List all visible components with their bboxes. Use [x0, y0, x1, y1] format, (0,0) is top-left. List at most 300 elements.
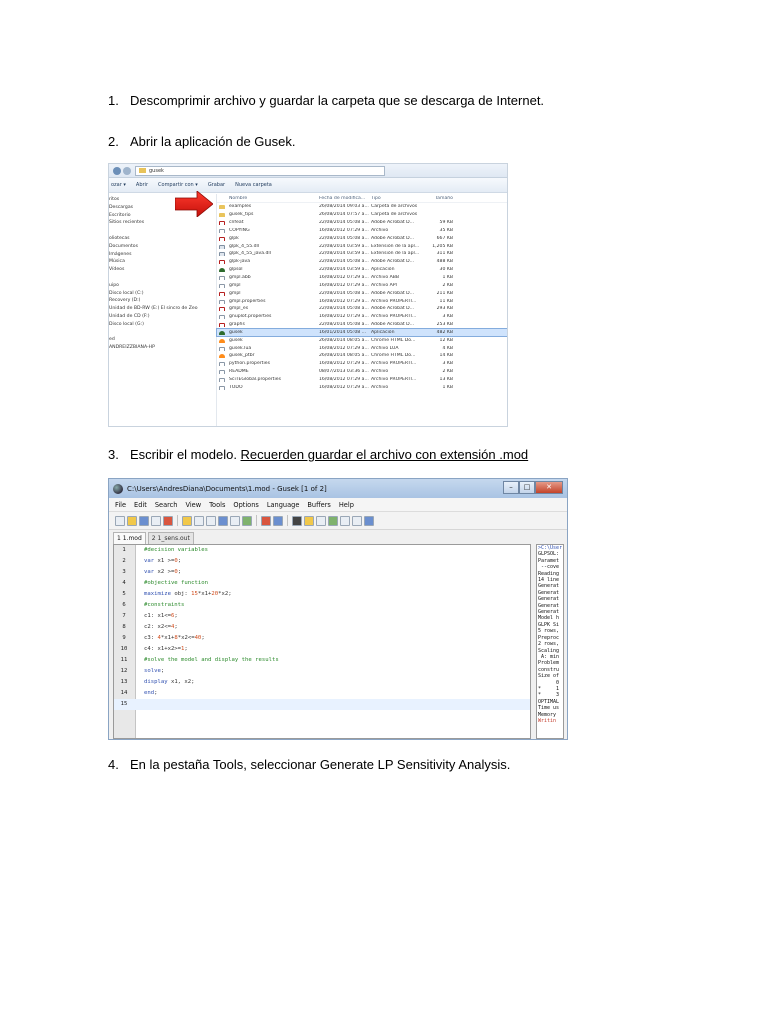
menu-options[interactable]: Options	[233, 500, 259, 509]
options-icon[interactable]	[304, 516, 314, 526]
nav-item[interactable]: ritos	[109, 197, 120, 202]
forward-icon[interactable]	[123, 167, 131, 175]
save-all-icon[interactable]	[151, 516, 161, 526]
line-number: 3	[122, 569, 126, 575]
find-icon[interactable]	[218, 516, 228, 526]
code-token: display	[144, 679, 168, 685]
toolbar-item[interactable]: Grabar	[207, 182, 226, 188]
menu-tools[interactable]: Tools	[209, 500, 226, 509]
doc-file-icon	[219, 229, 225, 233]
code-token: 0	[174, 569, 178, 575]
code-token: var	[144, 569, 155, 575]
menu-help[interactable]: Help	[338, 500, 354, 509]
code-token: *x1+	[160, 635, 175, 641]
tab-1-mod[interactable]: 1 1.mod	[113, 532, 146, 544]
file-row[interactable]	[217, 274, 507, 282]
doc-file-icon	[219, 362, 225, 366]
code-token: ;	[174, 613, 178, 619]
address-bar	[109, 164, 507, 178]
file-type: Chrome HTML Do...	[371, 353, 416, 359]
menu-search[interactable]: Search	[154, 500, 178, 509]
file-row[interactable]	[217, 242, 507, 250]
folder-file-icon	[219, 213, 225, 217]
code-token: #constraints	[144, 602, 185, 608]
nav-item[interactable]: Unidad de BD-RW (E:) El sincro de Zeo	[109, 306, 198, 312]
address-text: gusek	[149, 167, 164, 174]
file-name: gusek	[217, 338, 319, 343]
pdf-file-icon	[219, 307, 225, 311]
output-line: Generat	[538, 589, 560, 596]
file-row[interactable]	[217, 281, 507, 289]
step-3	[108, 447, 528, 462]
file-name: gmpl.properties	[217, 299, 319, 304]
file-date: 22/08/2014 05:08 a...	[319, 235, 369, 241]
file-date: 26/08/2014 08:05 a...	[319, 337, 369, 343]
go-icon[interactable]	[273, 516, 283, 526]
dll-file-icon	[219, 252, 225, 256]
output-line: Generat	[538, 583, 560, 590]
line-number: 4	[122, 580, 126, 586]
code-token: *x1+	[197, 591, 212, 597]
file-date: 16/08/2012 07:29 a...	[319, 314, 369, 320]
nav-item[interactable]: Disco local (C:)	[109, 290, 144, 296]
column-type[interactable]: Tipo	[371, 195, 381, 201]
line-number: 11	[120, 657, 128, 663]
output-line: --cove	[538, 564, 560, 571]
file-size: 30 KB	[439, 267, 453, 273]
line-number: 13	[120, 679, 128, 685]
file-name: gmpl	[217, 291, 319, 296]
output-line: OPTIMAL	[538, 698, 560, 705]
line-number: 10	[120, 646, 128, 652]
app-file-icon	[219, 354, 225, 358]
nav-item[interactable]: Imágenes	[109, 251, 132, 257]
nav-item[interactable]: Descargas	[109, 204, 134, 210]
file-type: Extensión de la apl...	[371, 243, 420, 249]
output-line: >C:\User	[538, 545, 563, 551]
file-name: TODO	[217, 385, 319, 390]
code-text	[144, 611, 178, 622]
step-1	[108, 93, 544, 108]
doc-file-icon	[219, 300, 225, 304]
code-token: c3:	[144, 635, 158, 641]
output-line: GLPSOL:	[538, 551, 560, 558]
step-text: Abrir la aplicación de Gusek.	[130, 134, 296, 149]
code-line	[114, 567, 530, 578]
code-token: end	[144, 690, 155, 696]
line-number: 1	[122, 547, 126, 553]
code-token: 4	[170, 624, 175, 630]
line-number: 9	[122, 635, 126, 641]
file-name: gusek_ptbr	[217, 353, 319, 358]
file-date: 16/01/2014 05:08 ...	[319, 329, 367, 335]
file-type: Adobe Acrobat D...	[371, 235, 415, 241]
output-line: 2 rows,	[538, 641, 560, 648]
explorer-screenshot	[108, 163, 508, 427]
doc-file-icon	[219, 386, 225, 390]
file-date: 22/08/2014 05:08 a...	[319, 306, 369, 312]
file-size: 13 KB	[439, 376, 453, 382]
file-name: glpk_4_55_java.dll	[217, 251, 319, 256]
paste-icon[interactable]	[206, 516, 216, 526]
explorer-toolbar	[109, 178, 507, 193]
step-number: 4.	[108, 757, 119, 772]
code-token: 8	[174, 635, 178, 641]
toolbar-separator	[256, 515, 257, 526]
file-type: Archivo	[371, 384, 389, 390]
file-size: 667 KB	[436, 235, 453, 241]
nav-item[interactable]: Disco local (G:)	[109, 321, 144, 327]
nav-item[interactable]: Documentos	[109, 243, 139, 249]
code-text	[144, 677, 195, 688]
pdf-file-icon	[219, 323, 225, 327]
file-name: README	[217, 369, 319, 374]
file-row[interactable]	[217, 360, 507, 368]
file-type: Archivo PROPERTI...	[371, 376, 417, 382]
file-type: Aplicación	[371, 267, 395, 273]
pdf-file-icon	[219, 292, 225, 296]
window-controls	[503, 481, 563, 494]
file-name: examples	[217, 204, 319, 209]
file-row[interactable]	[217, 321, 507, 329]
nav-item[interactable]: Unidad de CD (F:)	[109, 313, 150, 319]
step-number: 1.	[108, 93, 119, 108]
file-type: Adobe Acrobat D...	[371, 322, 415, 328]
menu-edit[interactable]: Edit	[134, 500, 147, 509]
nav-item[interactable]: Vídeos	[109, 267, 125, 273]
file-row[interactable]	[217, 368, 507, 376]
output-line: Generat	[538, 602, 560, 609]
file-row[interactable]	[217, 258, 507, 266]
nav-item[interactable]: Música	[109, 259, 125, 265]
replace-icon[interactable]	[230, 516, 240, 526]
output-line: Reading	[538, 570, 560, 577]
nav-item[interactable]: Escritorio	[109, 212, 131, 218]
file-row[interactable]	[217, 383, 507, 391]
code-text	[144, 589, 232, 600]
code-token: ;	[184, 646, 188, 652]
file-row[interactable]	[217, 250, 507, 258]
file-name: gusek	[217, 330, 319, 335]
file-date: 26/08/2014 07:57 a...	[319, 212, 369, 218]
file-name: glpk	[217, 236, 319, 241]
file-row[interactable]	[217, 227, 507, 235]
file-type: Aplicación	[371, 329, 395, 335]
output-pane[interactable]	[536, 544, 564, 739]
file-row[interactable]	[217, 329, 507, 337]
file-date: 08/07/2013 03:36 a...	[319, 369, 369, 375]
step-number: 2.	[108, 134, 119, 149]
doc-file-icon	[219, 370, 225, 374]
code-token: var	[144, 558, 155, 564]
file-size: 1 KB	[442, 384, 453, 390]
nav-item[interactable]: Recovery (D:)	[109, 298, 141, 304]
save-icon[interactable]	[139, 516, 149, 526]
file-row[interactable]	[217, 305, 507, 313]
line-number: 5	[122, 591, 126, 597]
nav-item[interactable]: Sitios recientes	[109, 220, 145, 226]
code-text	[144, 688, 157, 699]
file-date: 16/08/2012 07:29 a...	[319, 361, 369, 367]
file-date: 22/08/2014 03:59 a...	[319, 267, 369, 273]
code-token: 4	[157, 635, 161, 641]
file-row[interactable]	[217, 234, 507, 242]
output-line: A: min	[538, 653, 560, 660]
doc-file-icon	[219, 315, 225, 319]
pdf-file-icon	[219, 260, 225, 264]
code-token: 15	[191, 591, 198, 597]
file-size: 12 KB	[439, 337, 453, 343]
file-row[interactable]	[217, 219, 507, 227]
code-token: 1	[181, 646, 185, 652]
file-row[interactable]	[217, 211, 507, 219]
code-token: solve	[144, 668, 161, 674]
toolbar-item[interactable]: Abrir	[135, 182, 149, 188]
line-number: 6	[122, 602, 126, 608]
output-line: GLPK Si	[538, 621, 560, 628]
code-line	[114, 644, 530, 655]
code-token: x1, x2;	[167, 679, 195, 685]
toolbar-item[interactable]: ozar ▾	[111, 182, 126, 188]
file-type: Adobe Acrobat D...	[371, 259, 415, 265]
code-token: ;	[177, 558, 182, 564]
file-row[interactable]	[217, 313, 507, 321]
file-size: 2 KB	[442, 282, 453, 288]
window-titlebar	[109, 479, 567, 498]
code-token: c1: x1<=	[144, 613, 171, 619]
mps-icon[interactable]	[340, 516, 350, 526]
step-text: Descomprimir archivo y guardar la carpeta que se descarga de Internet.	[130, 93, 545, 108]
dll-file-icon	[219, 245, 225, 249]
file-date: 16/08/2012 07:29 a...	[319, 298, 369, 304]
menu-buffers[interactable]: Buffers	[307, 500, 331, 509]
column-name[interactable]: Nombre	[229, 195, 248, 201]
step-4	[108, 757, 510, 772]
file-type: Archivo PROPERTI...	[371, 314, 417, 320]
file-type: Archivo PROPERTI...	[371, 361, 417, 367]
tab-1-sens-out[interactable]: 2 1_sens.out	[148, 532, 194, 544]
file-type: Carpeta de archivos	[371, 204, 418, 210]
sensitivity-icon[interactable]	[316, 516, 326, 526]
buffer-tabs	[109, 530, 567, 544]
navigation-pane	[109, 194, 217, 426]
output-line: Generat	[538, 596, 560, 603]
column-size[interactable]: Tamaño	[435, 195, 453, 201]
indent-icon[interactable]	[242, 516, 252, 526]
folder-icon	[139, 168, 146, 173]
file-row[interactable]	[217, 266, 507, 274]
code-text	[144, 633, 205, 644]
step-number: 3.	[108, 447, 119, 462]
file-date: 26/08/2014 08:05 a...	[319, 353, 369, 359]
code-token: obj:	[170, 591, 192, 597]
file-name: graphs	[217, 322, 319, 327]
nav-item[interactable]: uipo	[109, 282, 119, 288]
file-name: gnuplot.properties	[217, 314, 319, 319]
file-type: Archivo ABB	[371, 275, 400, 281]
step-text: Escribir el modelo.	[130, 447, 241, 462]
line-number: 2	[122, 558, 126, 564]
menu-file[interactable]: File	[115, 500, 127, 509]
code-token: maximize	[144, 591, 171, 597]
code-line	[114, 688, 530, 699]
maximize-button[interactable]: □	[519, 481, 535, 494]
file-date: 22/08/2014 05:08 a...	[319, 290, 369, 296]
file-size: 1,205 KB	[432, 243, 453, 249]
output-line: constru	[538, 666, 560, 673]
file-row[interactable]	[217, 289, 507, 297]
column-date[interactable]: Fecha de modifica...	[319, 195, 366, 201]
file-row[interactable]	[217, 336, 507, 344]
help-icon[interactable]	[364, 516, 374, 526]
doc-file-icon	[219, 347, 225, 351]
file-date: 16/08/2012 07:29 a...	[319, 227, 369, 233]
code-line	[114, 600, 530, 611]
code-token: ;	[160, 668, 165, 674]
file-name: SciTEGlobal.properties	[217, 377, 319, 382]
file-type: Carpeta de archivos	[371, 212, 418, 218]
step-text: En la pestaña Tools, seleccionar Generate LP Sensitivity Analysis.	[130, 757, 511, 772]
copy-icon[interactable]	[194, 516, 204, 526]
gusek-toolbar	[109, 512, 567, 530]
code-text	[144, 644, 188, 655]
file-row[interactable]	[217, 376, 507, 384]
output-line: * 1	[538, 685, 560, 692]
output-line: Time us	[538, 705, 560, 712]
cplex-icon[interactable]	[352, 516, 362, 526]
code-line	[114, 545, 530, 556]
file-size: 488 KB	[436, 259, 453, 265]
output-line: Scaling	[538, 647, 560, 654]
file-name: gmpl	[217, 283, 319, 288]
new-file-icon[interactable]	[115, 516, 125, 526]
code-text	[144, 622, 178, 633]
output-line: Size of	[538, 673, 560, 680]
output-line: Generat	[538, 609, 560, 616]
line-number: 12	[120, 668, 128, 674]
output-icon[interactable]	[328, 516, 338, 526]
code-token: x2 >=	[154, 569, 175, 575]
output-line: 0	[538, 679, 560, 686]
output-line: Memory	[538, 711, 560, 718]
file-list-header	[217, 194, 507, 203]
code-token: #solve the model and display the results	[144, 657, 279, 663]
code-text	[144, 578, 208, 589]
file-row[interactable]	[217, 203, 507, 211]
stop-icon[interactable]	[261, 516, 271, 526]
file-row[interactable]	[217, 352, 507, 360]
file-row[interactable]	[217, 344, 507, 352]
step-text-underlined: Recuerden guardar el archivo con extensión .mod	[240, 447, 529, 462]
toolbar-separator	[287, 515, 288, 526]
code-text	[144, 655, 279, 666]
compile-icon[interactable]	[292, 516, 302, 526]
doc-file-icon	[219, 284, 225, 288]
code-line	[114, 655, 530, 666]
file-type: Archivo	[371, 227, 389, 233]
code-text	[144, 567, 181, 578]
nav-item[interactable]: ANDREIZZBIANA-HP	[109, 345, 155, 351]
file-size: 482 KB	[436, 329, 453, 335]
code-token: ;	[201, 635, 205, 641]
file-name: glpsol	[217, 267, 319, 272]
file-date: 16/08/2012 07:29 a...	[319, 345, 369, 351]
file-name: gusek_tips	[217, 212, 319, 217]
file-size: 59 KB	[439, 220, 453, 226]
file-date: 16/08/2012 07:29 a...	[319, 282, 369, 288]
file-size: 211 KB	[436, 290, 453, 296]
menu-view[interactable]: View	[185, 500, 202, 509]
file-row[interactable]	[217, 297, 507, 305]
code-line	[114, 699, 530, 710]
file-size: 14 KB	[439, 353, 453, 359]
code-token: c4: x1+x2>=	[144, 646, 182, 652]
file-name: gmpl_es	[217, 306, 319, 311]
file-name: COPYING	[217, 228, 319, 233]
code-line	[114, 666, 530, 677]
toolbar-item[interactable]: Compartir con ▾	[158, 182, 198, 188]
output-line: 14 line	[538, 577, 560, 584]
toolbar-separator	[177, 515, 178, 526]
minimize-button[interactable]: –	[503, 481, 519, 494]
file-date: 22/08/2014 03:59 a...	[319, 251, 369, 257]
close-file-icon[interactable]	[163, 516, 173, 526]
file-name: glpk_4_55.dll	[217, 244, 319, 249]
doc-file-icon	[219, 378, 225, 382]
open-file-icon[interactable]	[127, 516, 137, 526]
pdf-file-icon	[219, 221, 225, 225]
window-title: C:\Users\AndresDiana\Documents\1.mod - Gusek [1 of 2]	[127, 484, 327, 493]
code-line	[114, 633, 530, 644]
file-date: 22/08/2014 05:08 a...	[319, 322, 369, 328]
file-type: Chrome HTML Do...	[371, 337, 416, 343]
file-size: 11 KB	[439, 298, 453, 304]
code-token: ;	[174, 624, 178, 630]
file-date: 16/08/2012 07:29 a...	[319, 376, 369, 382]
file-size: 311 KB	[436, 251, 453, 257]
code-line	[114, 611, 530, 622]
nav-item[interactable]: ed	[109, 337, 115, 343]
file-size: 35 KB	[439, 227, 453, 233]
toolbar-item[interactable]: Nueva carpeta	[235, 182, 272, 188]
address-box[interactable]	[135, 166, 385, 176]
output-line: * 3	[538, 692, 560, 699]
file-size: 293 KB	[436, 306, 453, 312]
menu-bar	[109, 498, 567, 512]
file-date: 16/08/2012 07:29 a...	[319, 275, 369, 281]
code-line	[114, 578, 530, 589]
code-token: #objective function	[144, 580, 208, 586]
code-editor[interactable]	[113, 544, 531, 739]
back-icon[interactable]	[113, 167, 121, 175]
line-number: 14	[120, 690, 128, 696]
menu-language[interactable]: Language	[266, 500, 300, 509]
close-button[interactable]: ✕	[535, 481, 563, 494]
gusek-window-screenshot	[108, 478, 568, 740]
file-size: 253 KB	[436, 322, 453, 328]
code-token: 40	[194, 635, 202, 641]
file-type: Extensión de la apl...	[371, 251, 420, 257]
exe-file-icon	[219, 268, 225, 272]
output-line: 5 rows,	[538, 628, 560, 635]
file-type: Adobe Acrobat D...	[371, 290, 415, 296]
nav-item	[109, 227, 216, 235]
nav-item[interactable]: oliotecas	[109, 235, 130, 241]
pdf-file-icon	[219, 237, 225, 241]
cut-icon[interactable]	[182, 516, 192, 526]
red-arrow-icon	[175, 191, 213, 217]
output-line: Preproc	[538, 634, 560, 641]
